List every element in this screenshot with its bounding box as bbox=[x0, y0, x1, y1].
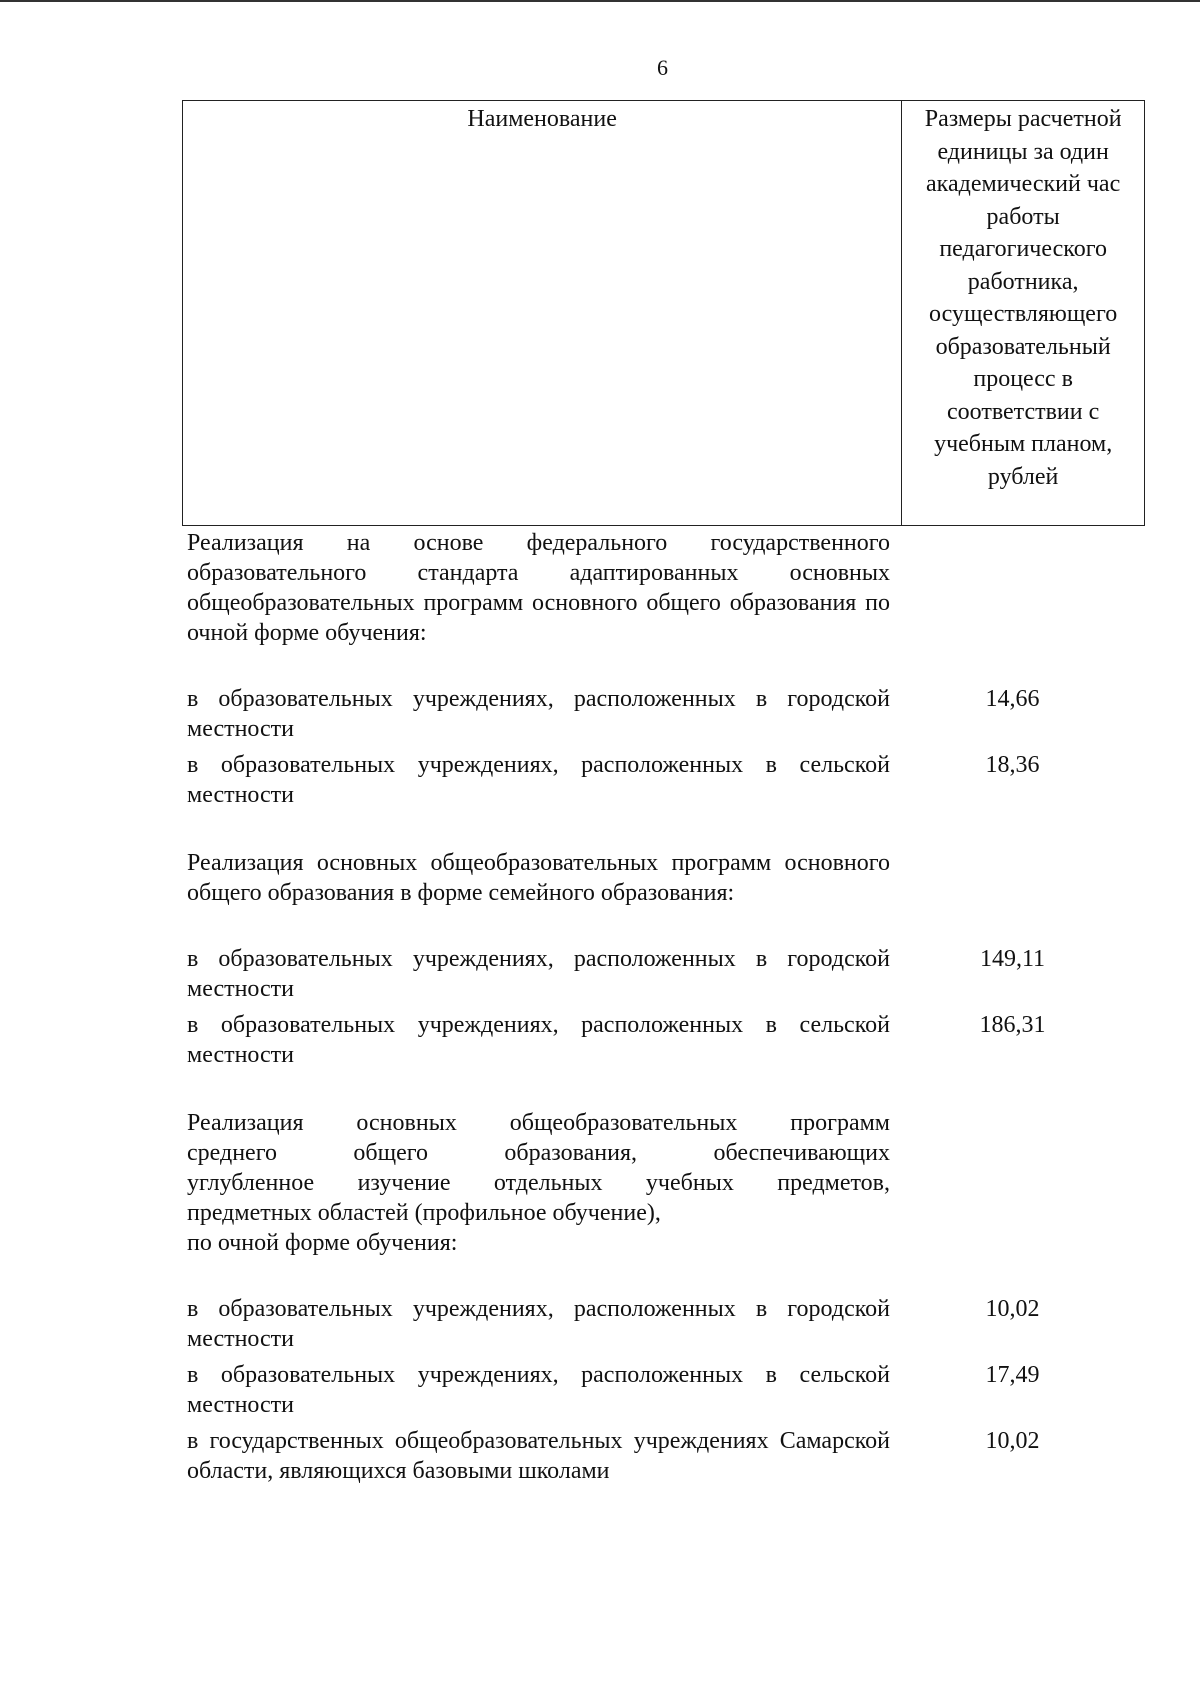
table-row bbox=[187, 750, 1125, 810]
row-label: в образовательных учреждениях, расположенных в сельской местности bbox=[187, 1012, 890, 1068]
table-row bbox=[187, 1294, 1125, 1354]
header-row bbox=[183, 101, 1145, 526]
section-title-line: по очной форме обучения: bbox=[187, 1230, 458, 1256]
row-label: в образовательных учреждениях, расположенных в городской местности bbox=[187, 946, 890, 1002]
section-title bbox=[187, 1108, 890, 1258]
row-label: в образовательных учреждениях, расположенных в сельской местности bbox=[187, 1362, 890, 1418]
table-row bbox=[187, 684, 1125, 744]
table-row bbox=[187, 944, 1125, 1004]
row-value: 17,49 bbox=[985, 1362, 1040, 1388]
row-value: 186,31 bbox=[979, 1012, 1046, 1038]
table-row bbox=[187, 1010, 1125, 1070]
row-label: в государственных общеобразовательных учреждениях Самарской области, являющихся базовыми школами bbox=[187, 1428, 890, 1484]
section-title-line: предметных областей (профильное обучение), bbox=[187, 1200, 661, 1226]
section-title-line: среднего общего образования, обеспечивающих bbox=[187, 1140, 890, 1166]
row-value: 10,02 bbox=[985, 1296, 1040, 1322]
row-value: 18,36 bbox=[985, 752, 1040, 778]
page-number: 6 bbox=[657, 55, 668, 80]
section-title-line: углубленное изучение отдельных учебных предметов, bbox=[187, 1170, 890, 1196]
row-label: в образовательных учреждениях, расположенных в сельской местности bbox=[187, 752, 890, 808]
column-header-name: Наименование bbox=[183, 101, 902, 526]
section-title: Реализация основных общеобразовательных программ основного общего образования в форме семейного образования: bbox=[187, 850, 890, 906]
section-title: Реализация на основе федерального государственного образовательного стандарта адаптированных основных общеобразовательных программ основного общего образования по очной форме обучения: bbox=[187, 530, 890, 646]
table-row bbox=[187, 1426, 1125, 1486]
row-label: в образовательных учреждениях, расположенных в городской местности bbox=[187, 1296, 890, 1352]
section-title-line: Реализация основных общеобразовательных программ bbox=[187, 1110, 890, 1136]
row-value: 149,11 bbox=[979, 946, 1046, 972]
scan-top-edge bbox=[0, 0, 1200, 2]
document-body bbox=[187, 528, 1125, 1486]
column-header-size: Размеры расчетной единицы за один академический час работы педагогического работника, осуществляющего образовательный процесс в соответствии с учебным планом, рублей bbox=[902, 101, 1145, 526]
header-table bbox=[182, 100, 1145, 526]
table-row bbox=[187, 1360, 1125, 1420]
row-value: 10,02 bbox=[985, 1428, 1040, 1454]
row-value: 14,66 bbox=[985, 686, 1040, 712]
row-label: в образовательных учреждениях, расположенных в городской местности bbox=[187, 686, 890, 742]
